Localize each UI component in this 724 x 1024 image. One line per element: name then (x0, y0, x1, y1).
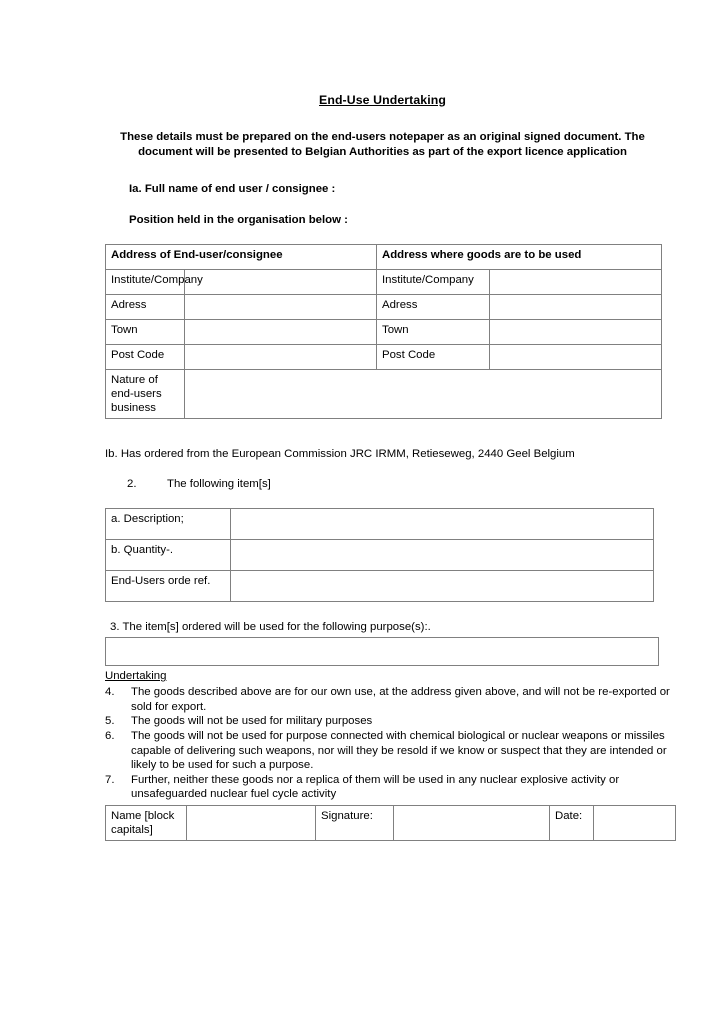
address-table (105, 244, 662, 420)
label-adress-right: Adress (377, 294, 490, 319)
undertaking-heading: Undertaking (105, 670, 167, 683)
clause-number: 7. (105, 773, 115, 786)
item-section-label: The following item[s] (167, 478, 271, 491)
signature-table (105, 805, 676, 841)
field-institute-left[interactable] (185, 269, 377, 294)
field-institute-right[interactable] (490, 269, 662, 294)
field-quantity[interactable] (231, 540, 654, 571)
label-nature-of-business: Nature of end-users business (106, 369, 185, 419)
field-adress-right[interactable] (490, 294, 662, 319)
clause-number: 5. (105, 715, 115, 728)
clause-text: The goods described above are for our own use, at the address given above, and will not be re-exported or sold for export. (131, 686, 670, 713)
table-row (106, 571, 654, 602)
label-quantity: b. Quantity-. (106, 540, 231, 571)
address-header-left: Address of End-user/consignee (106, 244, 377, 269)
field-name-block-capitals[interactable] (187, 805, 316, 840)
prompt-full-name: Ia. Full name of end user / consignee : (129, 182, 336, 195)
label-post-code-left: Post Code (106, 344, 185, 369)
label-town-left: Town (106, 319, 185, 344)
field-nature-of-business[interactable] (185, 369, 662, 419)
label-post-code-right: Post Code (377, 344, 490, 369)
field-purpose[interactable] (105, 637, 659, 666)
item-section-heading (127, 478, 675, 490)
label-institute-right: Institute/Company (377, 269, 490, 294)
label-signature: Signature: (316, 805, 394, 840)
address-header-right: Address where goods are to be used (377, 244, 662, 269)
items-table (105, 508, 654, 602)
list-item (105, 714, 675, 729)
ordered-from-line: Ib. Has ordered from the European Commission JRC IRMM, Retieseweg, 2440 Geel Belgium (105, 448, 575, 461)
label-end-users-order-ref: End-Users orde ref. (106, 571, 231, 602)
table-row (106, 805, 676, 840)
list-item (105, 729, 675, 773)
table-row (106, 294, 662, 319)
clause-number: 4. (105, 686, 115, 699)
page-title: End-Use Undertaking (319, 93, 446, 107)
field-post-code-right[interactable] (490, 344, 662, 369)
label-town-right: Town (377, 319, 490, 344)
clause-number: 6. (105, 729, 115, 742)
list-item (105, 773, 675, 802)
clause-text: The goods will not be used for military purposes (131, 715, 373, 728)
label-adress-left: Adress (106, 294, 185, 319)
field-signature[interactable] (394, 805, 550, 840)
document-content (105, 0, 675, 841)
field-adress-left[interactable] (185, 294, 377, 319)
table-row (106, 319, 662, 344)
field-post-code-left[interactable] (185, 344, 377, 369)
table-row (106, 344, 662, 369)
intro-paragraph: These details must be prepared on the end-users notepaper as an original signed document. The document will be presented to Belgian Authorities as part of the export licence application (120, 131, 645, 159)
table-row-header (106, 244, 662, 269)
field-description[interactable] (231, 509, 654, 540)
table-row (106, 269, 662, 294)
field-end-users-order-ref[interactable] (231, 571, 654, 602)
label-date: Date: (550, 805, 594, 840)
prompt-position-held: Position held in the organisation below : (129, 213, 348, 226)
field-date[interactable] (594, 805, 676, 840)
field-town-left[interactable] (185, 319, 377, 344)
item-section-number: 2. (127, 478, 137, 491)
label-description: a. Description; (106, 509, 231, 540)
label-institute-left: Institute/Company (106, 269, 185, 294)
list-item (105, 685, 675, 714)
table-row (106, 509, 654, 540)
table-row (106, 540, 654, 571)
purpose-line: 3. The item[s] ordered will be used for the following purpose(s):. (110, 621, 431, 634)
undertaking-clause-list (105, 685, 675, 802)
clause-text: Further, neither these goods nor a replica of them will be used in any nuclear explosive activity or unsafeguarded nuclear fuel cycle activity (131, 773, 620, 801)
label-name-block-capitals: Name [block capitals] (106, 805, 187, 840)
field-town-right[interactable] (490, 319, 662, 344)
clause-text: The goods will not be used for purpose connected with chemical biological or nuclear weapons or missiles capable of delivering such weapons, nor will they be resold if we know or suspect that they are intended or likely to be used for such a purpose. (131, 729, 667, 772)
table-row (106, 369, 662, 419)
